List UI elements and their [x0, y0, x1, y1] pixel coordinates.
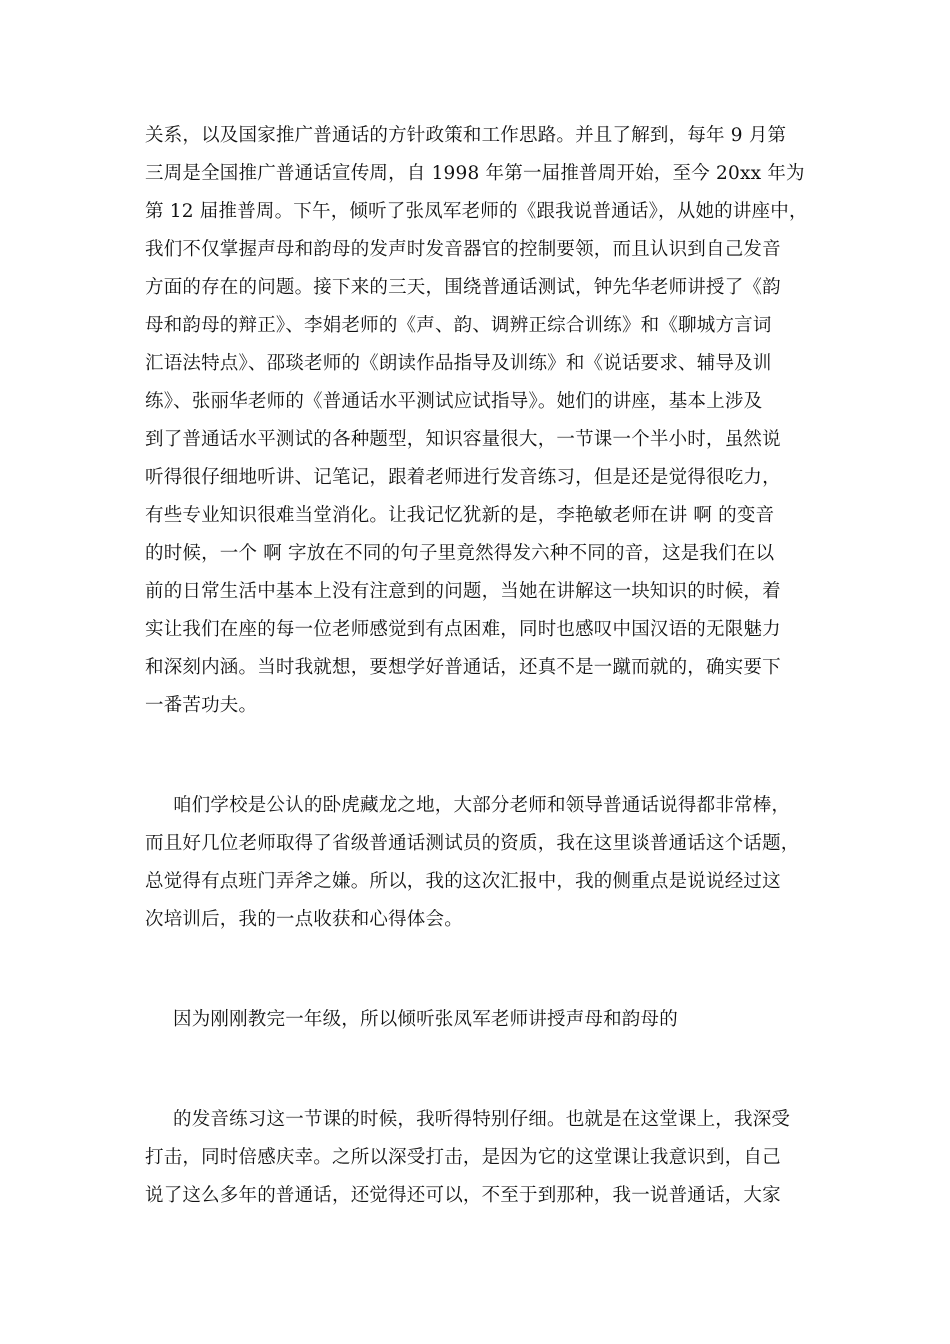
text-line: 说了这么多年的普通话，还觉得还可以，不至于到那种，我一说普通话，大家	[145, 1185, 781, 1206]
text-line: 次培训后，我的一点收获和心得体会。	[145, 909, 463, 930]
text-line: 总觉得有点班门弄斧之嫌。所以，我的这次汇报中，我的侧重点是说说经过这	[145, 871, 781, 892]
text-line: 因为刚刚教完一年级，所以倾听张凤军老师讲授声母和韵母的	[173, 1009, 678, 1030]
text-line: 有些专业知识很难当堂消化。让我记忆犹新的是，李艳敏老师在讲 啊 的变音	[145, 505, 775, 526]
text-line: 一番苦功夫。	[145, 695, 258, 716]
text-line: 方面的存在的问题。接下来的三天，围绕普通话测试，钟先华老师讲授了《韵	[145, 277, 781, 298]
text-line: 实让我们在座的每一位老师感觉到有点困难，同时也感叹中国汉语的无限魅力	[145, 619, 781, 640]
text-line: 的发音练习这一节课的时候，我听得特别仔细。也就是在这堂课上，我深受	[173, 1109, 791, 1130]
text-line: 和深刻内涵。当时我就想，要想学好普通话，还真不是一蹴而就的，确实要下	[145, 657, 781, 678]
text-line: 到了普通话水平测试的各种题型，知识容量很大，一节课一个半小时，虽然说	[145, 429, 781, 450]
text-line: 关系，以及国家推广普通话的方针政策和工作思路。并且了解到，每年 9 月第	[145, 125, 787, 146]
text-line: 母和韵母的辩正》、李娟老师的《声、韵、调辨正综合训练》和《聊城方言词	[145, 315, 772, 336]
text-line: 汇语法特点》、邵琰老师的《朗读作品指导及训练》和《说话要求、辅导及训	[145, 353, 772, 374]
text-line: 而且好几位老师取得了省级普通话测试员的资质，我在这里谈普通话这个话题，	[145, 833, 800, 854]
text-line: 的时候，一个 啊 字放在不同的句子里竟然得发六种不同的音，这是我们在以	[145, 543, 775, 564]
text-line: 三周是全国推广普通话宣传周，自 1998 年第一届推普周开始，至今 20xx 年为	[145, 163, 805, 184]
text-line: 前的日常生活中基本上没有注意到的问题，当她在讲解这一块知识的时候，着	[145, 581, 781, 602]
text-line: 咱们学校是公认的卧虎藏龙之地，大部分老师和领导普通话说得都非常棒，	[173, 795, 791, 816]
text-line: 听得很仔细地听讲、记笔记，跟着老师进行发音练习，但是还是觉得很吃力，	[145, 467, 781, 488]
text-line: 打击，同时倍感庆幸。之所以深受打击，是因为它的这堂课让我意识到，自己	[145, 1147, 781, 1168]
text-line: 我们不仅掌握声母和韵母的发声时发音器官的控制要领，而且认识到自己发音	[145, 239, 781, 260]
text-line: 第 12 届推普周。下午，倾听了张凤军老师的《跟我说普通话》，从她的讲座中，	[145, 201, 808, 222]
text-line: 练》、张丽华老师的《普通话水平测试应试指导》。她们的讲座，基本上涉及	[145, 391, 763, 412]
